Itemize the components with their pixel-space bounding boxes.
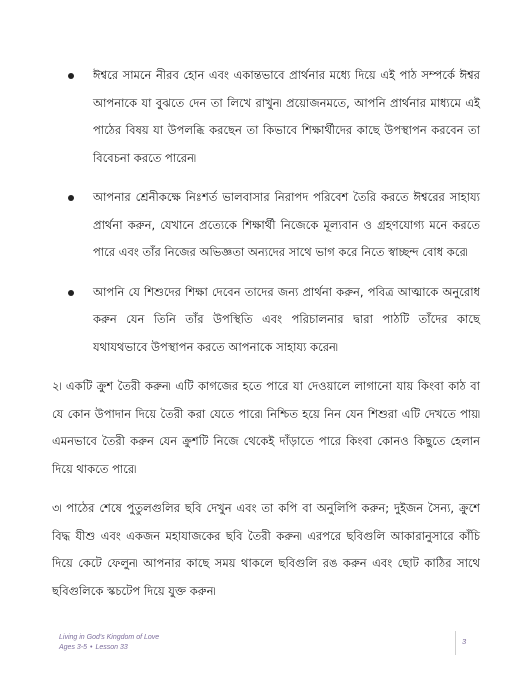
footer-ages: Ages 3-5 <box>59 643 88 651</box>
instruction-paragraph: ২৷ একটি ক্রুশ তৈরী করুন৷ এটি কাগজের হতে পারে যা দেওয়ালে লাগানো যায় কিংবা কাঠ বা যে কোন উপাদান দিয়ে তৈরী করা যেতে পারে৷ নিশ্চিত হয়ে নিন যেন শিশুরা এটি দেখতে পায়৷ এমনভাবে তৈরী করুন যেন ক্রুশটি নিজে থেকেই দাঁড়াতে পারে কিংবা কোনও কিছুতে হেলান দিয়ে থাকতে পারে৷ <box>52 379 480 476</box>
footer-separator: • <box>90 643 93 651</box>
bullet-item <box>52 184 480 267</box>
footer-divider <box>455 631 456 655</box>
footer-course-title: Living in God's Kingdom of Love <box>59 634 160 641</box>
bullet-text: ঈশ্বরে সামনে নীরব হোন এবং একান্তভাবে প্রার্থনার মধ্যে দিয়ে এই পাঠ সম্পর্কে ঈশ্বর আপনাকে যা বুঝতে দেন তা লিখে রাখুন৷ প্রয়োজনমতে, আপনি প্রার্থনার মাধ্যমে এই পাঠের বিষয় যা উপলব্ধি করছেন তা কিভাবে শিক্ষার্থীদের কাছে উপস্থাপন করবেন তা বিবেচনা করতে পারেন৷ <box>93 68 480 165</box>
bullet-item <box>52 62 480 172</box>
bullet-dot-icon <box>68 195 74 201</box>
bullet-text: আপনি যে শিশুদের শিক্ষা দেবেন তাদের জন্য প্রার্থনা করুন, পবিত্র আত্মাকে অনুরোধ করুন যেন তিনি তাঁর উপস্থিতি এবং পরিচালনার দ্বারা পাঠটি তাঁদের কাছে যথাযথভাবে উপস্থাপন করতে আপনাকে সাহায্য করেন৷ <box>93 284 480 354</box>
footer-course-info <box>59 633 159 652</box>
main-content <box>52 62 480 617</box>
page-footer <box>59 633 479 657</box>
page-number: 3 <box>462 637 467 646</box>
footer-lesson-line <box>59 643 159 653</box>
bullet-text: আপনার শ্রেনীকক্ষে নিঃশর্ত ভালবাসার নিরাপদ পরিবেশ তৈরি করতে ঈশ্বরের সাহায্য প্রার্থনা করুন, যেখানে প্রত্যেকে শিক্ষার্থী নিজেকে মূল্যবান ও গ্রহণযোগ্য মনে করতে পারে এবং তাঁর নিজের অভিজ্ঞতা অন্যদের সাথে ভাগ করে নিতে স্বাচ্ছন্দ বোধ করে৷ <box>93 190 480 259</box>
preparation-bullet-list <box>52 62 480 361</box>
bullet-dot-icon <box>68 73 74 79</box>
footer-lesson: Lesson 33 <box>95 643 128 651</box>
bullet-dot-icon <box>68 290 74 296</box>
instruction-paragraph: ৩৷ পাঠের শেষে পুতুলগুলির ছবি দেখুন এবং তা কপি বা অনুলিপি করুন; দুইজন সৈন্য, ক্রুশে বিদ্ধ যীশু এবং একজন মহাযাজকের ছবি তৈরী করুন৷ এরপরে ছবিগুলি আকারানুসারে কাঁচি দিয়ে কেটে ফেলুন৷ আপনার কাছে সময় থাকলে ছবিগুলি রঙ করুন এবং ছোট কাঠির সাথে ছবিগুলিকে স্কচটেপ দিয়ে যুক্ত করুন৷ <box>52 501 480 598</box>
bullet-item <box>52 279 480 362</box>
